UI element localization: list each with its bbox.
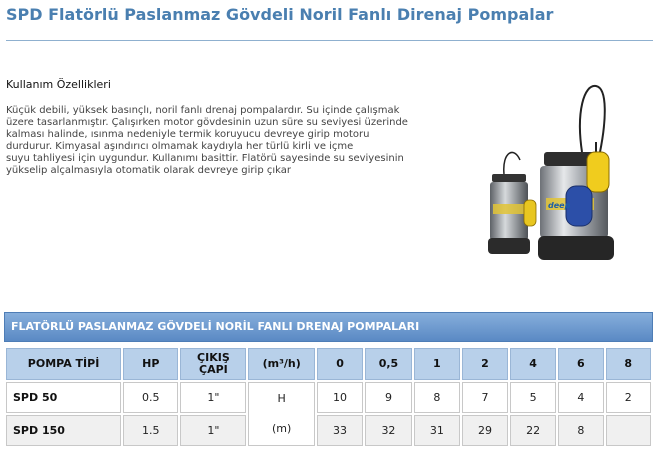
header-flow-unit: (m³/h) [248, 348, 315, 380]
cell-head-value: 9 [365, 382, 412, 413]
page-title: SPD Flatörlü Paslanmaz Gövdeli Noril Fanlı Direnaj Pompalar [6, 5, 554, 24]
cell-head-value: 33 [317, 415, 363, 446]
cell-head-value: 31 [414, 415, 460, 446]
pump-product-image [484, 82, 624, 272]
cell-head-value: 8 [558, 415, 603, 446]
header-flow: 1 [414, 348, 460, 380]
cell-head-value: 4 [558, 382, 603, 413]
table-row [6, 415, 651, 446]
cell-head-value: 10 [317, 382, 363, 413]
cell-head-unit [248, 382, 315, 446]
head-unit-line2: (m) [272, 422, 292, 435]
header-outlet-line1: ÇIKIŞ [197, 351, 230, 364]
header-flow: 8 [606, 348, 651, 380]
cell-head-value: 8 [414, 382, 460, 413]
cell-head-value: 29 [462, 415, 508, 446]
header-model: POMPA TİPİ [6, 348, 121, 380]
cell-head-value: 5 [510, 382, 556, 413]
description-line: kalması halinde, ısınma nedeniyle termik koruyucu devreye girip motoru [6, 129, 370, 140]
header-flow: 4 [510, 348, 556, 380]
table-caption: FLATÖRLÜ PASLANMAZ GÖVDELİ NORİL FANLI DRENAJ POMPALARI [4, 312, 653, 342]
brand-logo-text: deep [548, 201, 571, 210]
cell-head-value: 7 [462, 382, 508, 413]
cell-head-value [606, 415, 651, 446]
head-unit-line1: H [277, 392, 286, 405]
description-line: Küçük debili, yüksek basınçlı, noril fanlı drenaj pompalardır. Su içinde çalışmak [6, 105, 400, 116]
header-flow: 2 [462, 348, 508, 380]
description-line: suyu tahliyesi için uygundur. Kullanımı basittir. Flatörü sayesinde su seviyesinin [6, 153, 404, 164]
title-divider [6, 40, 653, 41]
header-flow: 0,5 [365, 348, 412, 380]
description-line: üzere tasarlanmıştır. Çalışırken motor gövdesinin uzun süre su seviyesi üzerinde [6, 117, 408, 128]
section-heading: Kullanım Özellikleri [6, 78, 111, 91]
table-row [6, 382, 651, 413]
header-outlet [180, 348, 246, 380]
cell-head-value: 22 [510, 415, 556, 446]
description-line: durdurur. Kimyasal aşındırıcı olmamak kaydıyla her türlü kirli ve içme [6, 141, 354, 152]
pump-spec-table [4, 346, 653, 448]
description-line: yükselip alçalmasıyla otomatik olarak devreye girip çıkar [6, 165, 291, 176]
cell-hp: 1.5 [123, 415, 178, 446]
cell-head-value: 2 [606, 382, 651, 413]
header-flow: 6 [558, 348, 603, 380]
features-description [6, 105, 446, 177]
cell-model: SPD 50 [6, 382, 121, 413]
cell-model: SPD 150 [6, 415, 121, 446]
cell-hp: 0.5 [123, 382, 178, 413]
cell-head-value: 32 [365, 415, 412, 446]
cell-outlet: 1" [180, 415, 246, 446]
cell-outlet: 1" [180, 382, 246, 413]
header-flow: 0 [317, 348, 363, 380]
header-outlet-line2: ÇAPI [199, 363, 228, 376]
header-hp: HP [123, 348, 178, 380]
table-header-row [6, 348, 651, 380]
